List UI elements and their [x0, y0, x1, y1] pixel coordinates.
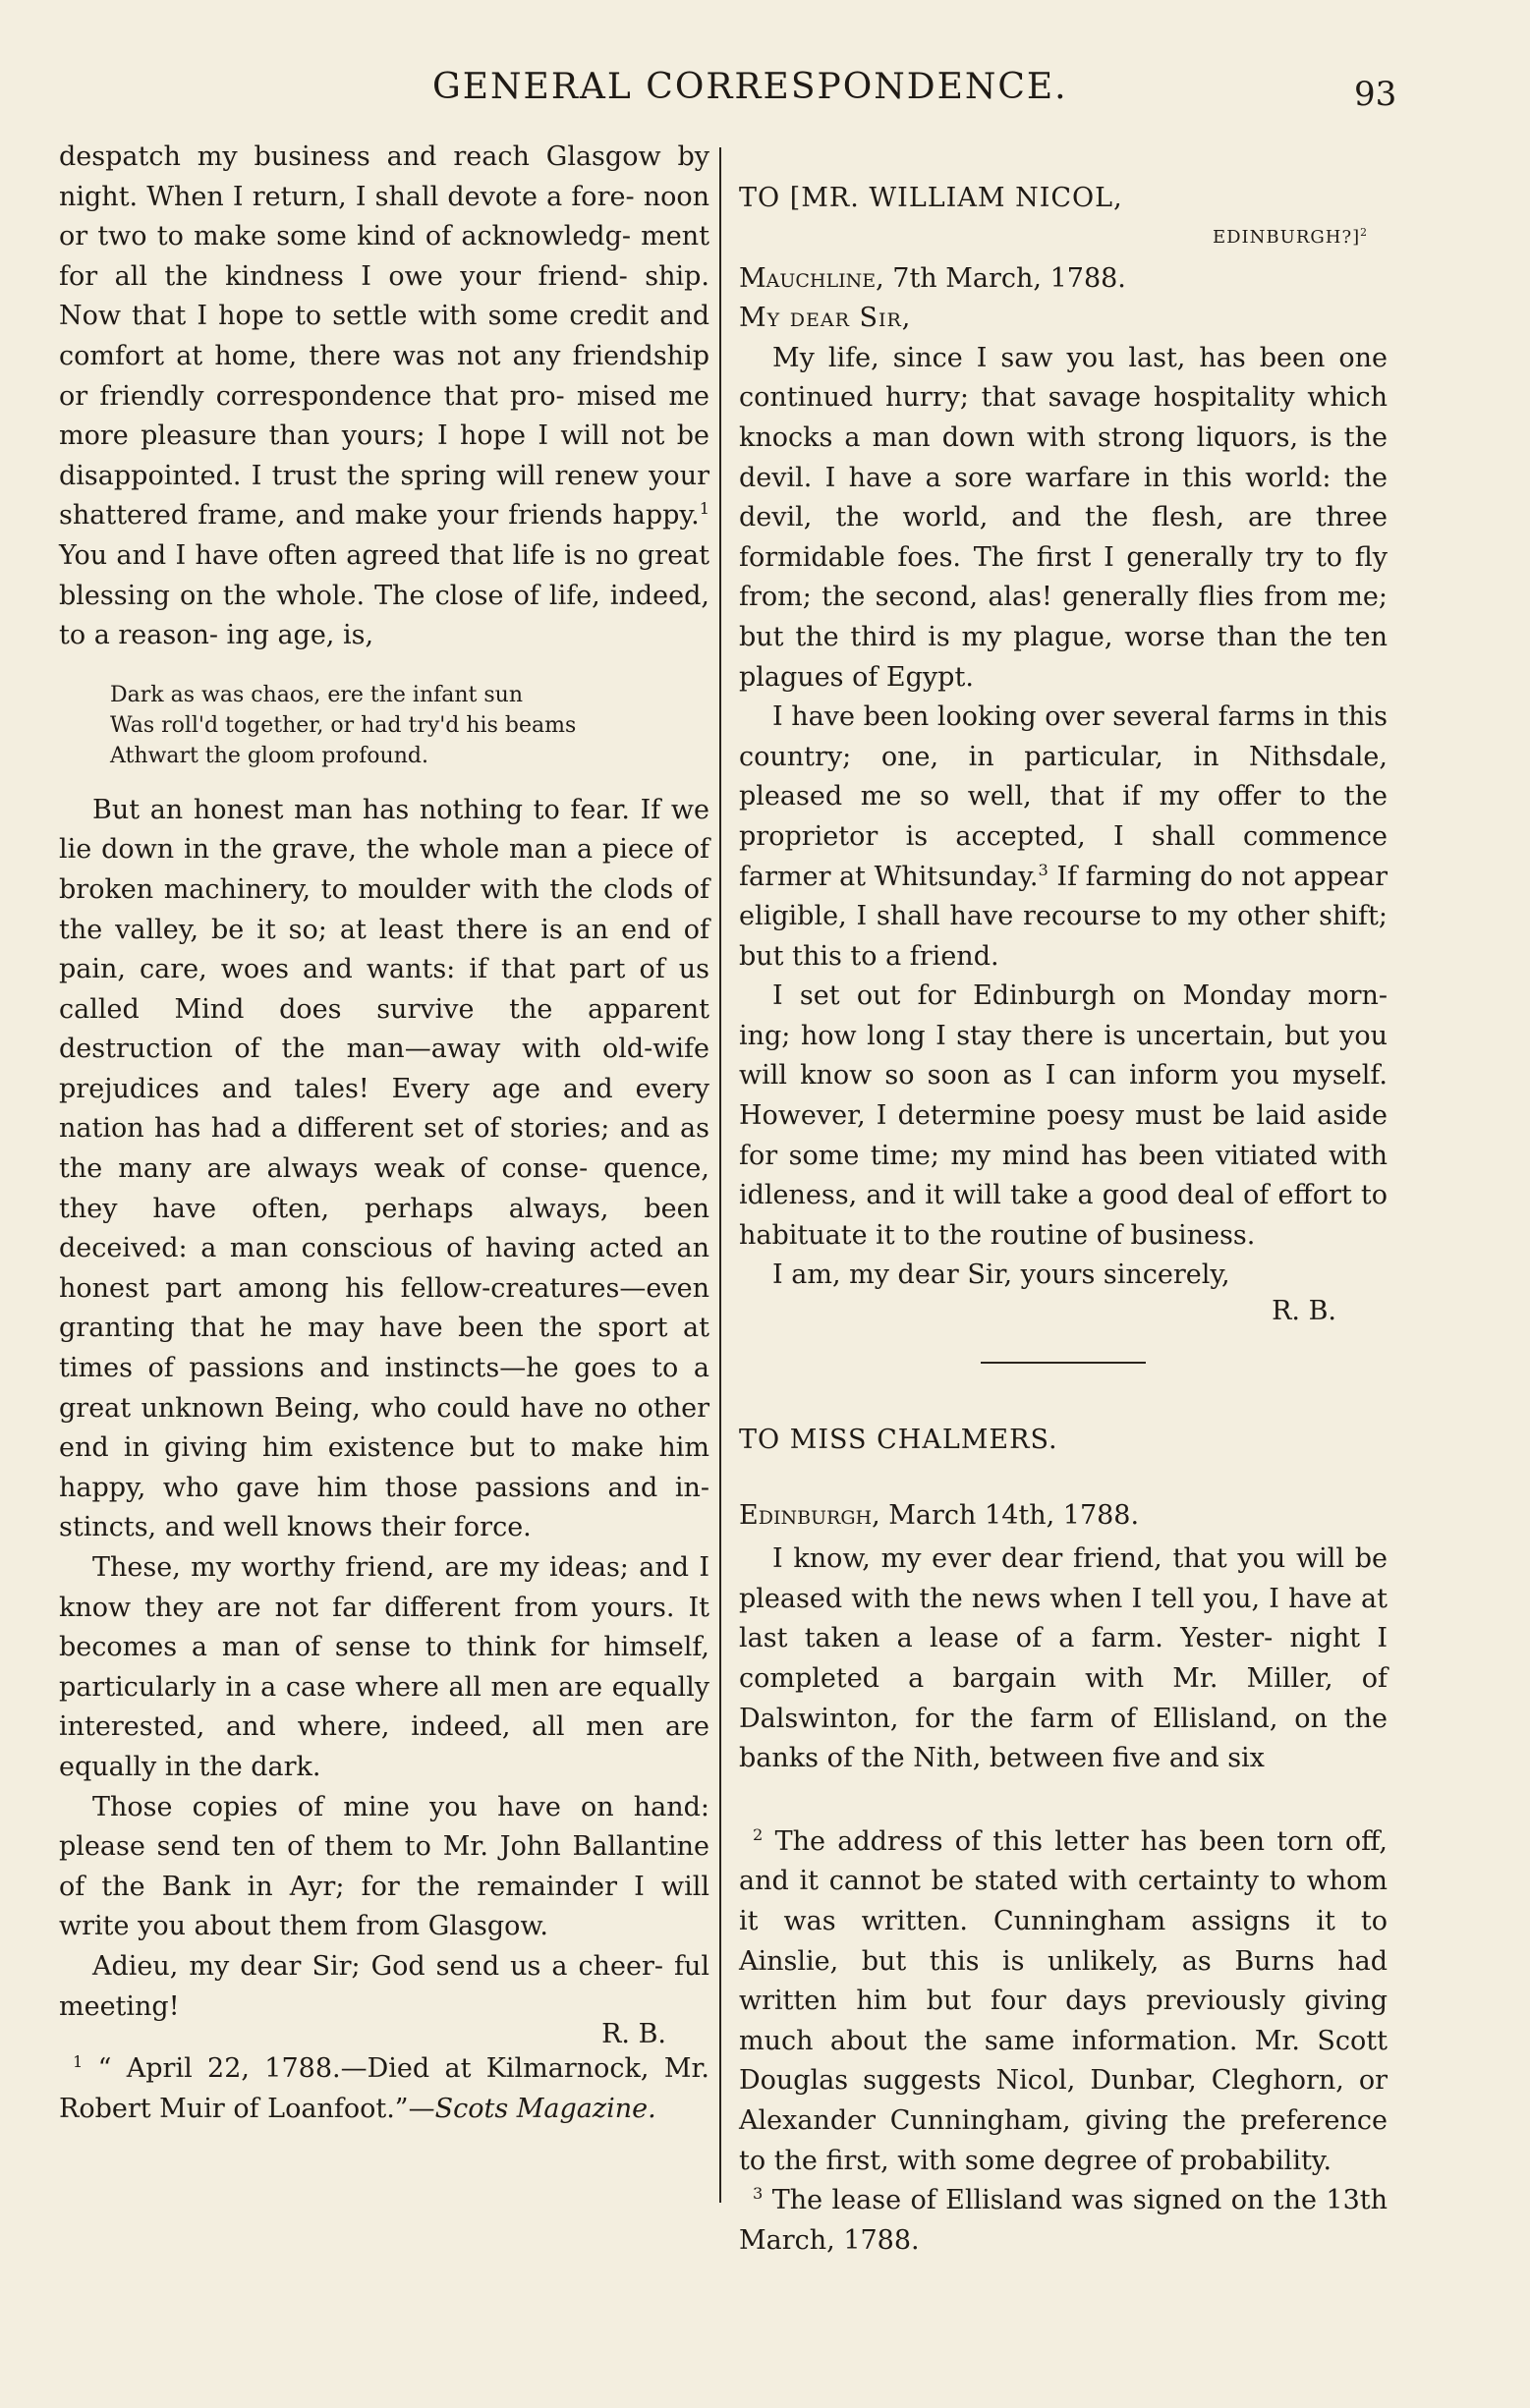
column-divider [719, 147, 721, 2203]
verse-line: Was roll'd together, or had try'd his beams [110, 712, 577, 738]
left-paragraph-3: These, my worthy friend, are my ideas; and I know they are not far different from yours. It becomes a man of sense to think for himself, particularly in a case where all men are equally interested, and where, indeed, all men are equally in the dark. [59, 1552, 709, 1782]
left-paragraph-4: Those copies of mine you have on hand: please send ten of them to Mr. John Ballantine of the Bank in Ayr; for the remainder I will write you about them from Glasgow. [59, 1791, 709, 1942]
footnote-1: $^1$ “ April 22, 1788.—Died at Kilmarnock, Mr. Robert Muir of Loanfoot.”—Scots Magazine. [59, 2052, 709, 2124]
letter-heading-nicol: TO [MR. WILLIAM NICOL, [739, 183, 1123, 213]
page-number: 93 [1354, 75, 1397, 114]
letter-subheading: EDINBURGH?]$^2$ [1212, 225, 1368, 248]
closing: I am, my dear Sir, yours sincerely, [772, 1260, 1230, 1291]
footnote-ref-1: 1 [699, 499, 709, 519]
verse-quote [110, 680, 709, 771]
right-paragraph-3: I set out for Edinburgh on Monday morn- ing; how long I stay there is uncertain, but you will know so soon as I can inform you myself. However, I determine poesy must be laid aside for some time; my mind has been vitiated with idleness, and it will take a good deal of effort to habituate it to the routine of business. [739, 980, 1388, 1251]
section-divider [981, 1362, 1146, 1364]
footnote-2: $^2$ The address of this letter has been torn off, and it cannot be stated with certainty to whom it was written. Cunningham assigns it to Ainslie, but this is unlikely, as Burns had written him but four days previously giving much about the same information. Mr. Scott Douglas suggests Nicol, Dunbar, Cleghorn, or Alexander Cunningham, giving the preference to the first, with some degree of probability. [739, 1824, 1388, 2176]
footnote-3: $^3$ The lease of Ellisland was signed on the 13th March, 1788. [739, 2184, 1388, 2256]
left-paragraph-1: despatch my business and reach Glasgow by night. When I return, I shall devote a fore- noon or two to make some kind of acknowledg- ment for all the kindness I owe your friend- ship. Now that I hope to settle with some credit and comfort at home, there was not any friendship or friendly correspondence that pro- mised me more pleasure than yours; I hope I will not be disappointed. I trust the spring will renew your shattered frame, and make your friends happy.$^1$ You and I have often agreed that life is no great blessing on the whole. The close of life, indeed, to a reason- ing age, is, [59, 141, 709, 651]
signature: R. B. [1272, 1296, 1336, 1327]
right-paragraph-4: I know, my ever dear friend, that you will be pleased with the news when I tell you, I have at last taken a lease of a farm. Yester- night I completed a bargain with Mr. Miller, of Dalswinton, for the farm of Ellisland, on the banks of the Nith, between five and six [739, 1543, 1388, 1774]
dateline: Edinburgh, March 14th, 1788. [739, 1499, 1140, 1531]
left-paragraph-5: Adieu, my dear Sir; God send us a cheer- ful meeting! [59, 1950, 709, 2022]
left-column [59, 138, 709, 2129]
running-head: GENERAL CORRESPONDENCE. [432, 67, 1068, 107]
verse-line: Athwart the gloom profound. [110, 743, 428, 768]
letter-heading-chalmers: TO MISS CHALMERS. [739, 1425, 1058, 1456]
right-paragraph-1: My life, since I saw you last, has been one continued hurry; that savage hospitality which knocks a man down with strong liquors, is the devil. I have a sore warfare in this world: the devil, the world, and the flesh, are three formidable foes. The first I generally try to fly from; the second, alas! generally flies from me; but the third is my plague, worse than the ten plagues of Egypt. [739, 342, 1388, 693]
right-paragraph-2: I have been looking over several farms in this country; one, in particular, in Nithsdale, pleased me so well, that if my offer to the proprietor is accepted, I shall commence farmer at Whitsunday.$^3$ If farming do not appear eligible, I shall have recourse to my other shift; but this to a friend. [739, 701, 1388, 972]
signature: R. B. [601, 2019, 666, 2050]
left-paragraph-2: But an honest man has nothing to fear. If we lie down in the grave, the whole man a piece of broken machinery, to moulder with the clods of the valley, be it so; at least there is an end of pain, care, woes and wants: if that part of us called Mind does survive the apparent destruction of the man—away with old-wife prejudices and tales! Every age and every nation has had a different set of stories; and as the many are always weak of conse- quence, they have often, perhaps always, been deceived: a man conscious of having acted an honest part among his fellow-creatures—even granting that he may have been the sport at times of passions and instincts—he goes to a great unknown Being, who could have no other end in giving him existence but to make him happy, who gave him those passions and in- stincts, and well knows their force. [59, 794, 709, 1543]
dateline: Mauchline, 7th March, 1788. [739, 262, 1126, 294]
right-column [739, 138, 1388, 2261]
salutation: My dear Sir, [739, 303, 912, 334]
verse-line: Dark as was chaos, ere the infant sun [110, 682, 524, 707]
footnote-ref-3: 3 [1038, 860, 1048, 879]
